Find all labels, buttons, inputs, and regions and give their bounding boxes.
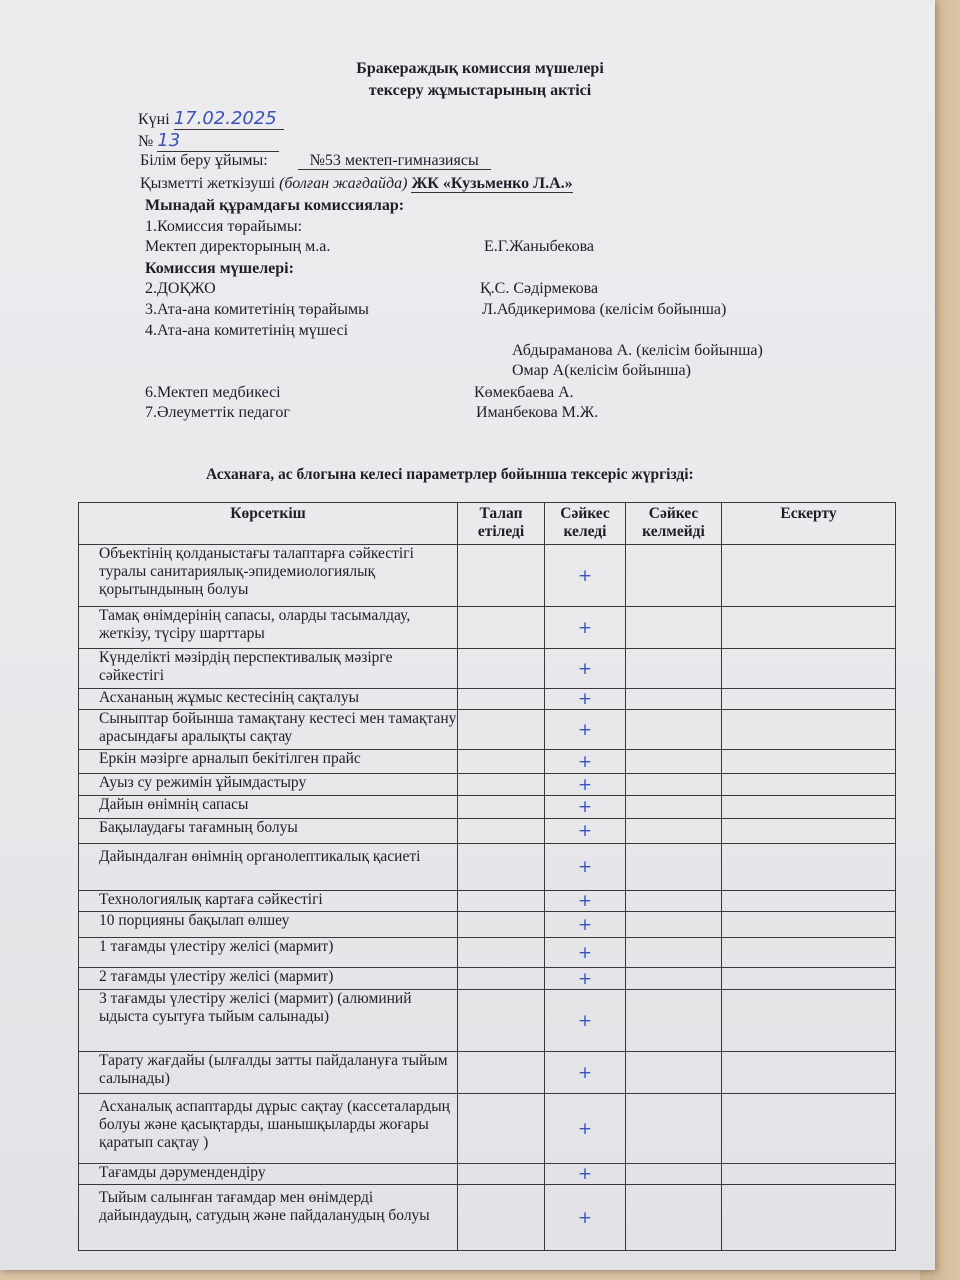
complies-mark: +	[545, 607, 626, 649]
table-row	[79, 1052, 896, 1094]
complies-mark: +	[545, 891, 626, 912]
indicator-cell: Тыйым салынған тағамдар мен өнімдерді дайындаудың, сатудың және пайдаланудың болуы	[79, 1185, 458, 1251]
member-role: 2.ДОҚЖО	[145, 280, 216, 297]
indicator-cell: Асханалық аспаптарды дұрыс сақтау (кассеталардың болуы және қасықтарды, шанышқыларды жоғары қаратып сақтау )	[79, 1094, 458, 1164]
table-row	[79, 796, 896, 819]
table-row	[79, 844, 896, 891]
date-line	[138, 108, 284, 130]
complies-mark: +	[545, 710, 626, 750]
table-row	[79, 1185, 896, 1251]
required-cell	[458, 774, 545, 796]
column-header: Сәйкес келеді	[545, 503, 626, 545]
required-cell	[458, 689, 545, 710]
table-header-row	[79, 503, 896, 545]
required-cell	[458, 750, 545, 774]
not-complies-cell	[626, 1094, 722, 1164]
not-complies-cell	[626, 710, 722, 750]
not-complies-cell	[626, 938, 722, 968]
provider-value: ЖК «Кузьменко Л.А.»	[411, 175, 573, 192]
table-row	[79, 710, 896, 750]
complies-mark: +	[545, 750, 626, 774]
table-row	[79, 1094, 896, 1164]
table-row	[79, 968, 896, 990]
table-row	[79, 649, 896, 689]
date-value: 17.02.2025	[174, 108, 284, 130]
indicator-cell: Тағамды дәрумендендіру	[79, 1164, 458, 1185]
complies-mark: +	[545, 912, 626, 938]
not-complies-cell	[626, 844, 722, 891]
member-name: Көмекбаева А.	[474, 384, 574, 401]
member-role: 7.Әлеуметтік педагог	[145, 404, 290, 421]
not-complies-cell	[626, 1052, 722, 1094]
number-label: №	[138, 133, 154, 150]
commission-heading: Мынадай құрамдағы комиссиялар:	[145, 197, 405, 214]
required-cell	[458, 912, 545, 938]
complies-mark: +	[545, 990, 626, 1052]
not-complies-cell	[626, 968, 722, 990]
not-complies-cell	[626, 990, 722, 1052]
indicator-cell: Ауыз су режимін ұйымдастыру	[79, 774, 458, 796]
not-complies-cell	[626, 1164, 722, 1185]
indicator-cell: Күнделікті мәзірдің перспективалық мәзірге сәйкестігі	[79, 649, 458, 689]
table-row	[79, 607, 896, 649]
note-cell	[722, 689, 896, 710]
not-complies-cell	[626, 649, 722, 689]
complies-mark: +	[545, 774, 626, 796]
note-cell	[722, 990, 896, 1052]
indicator-cell: Бақылаудағы тағамның болуы	[79, 819, 458, 844]
org-label: Білім беру ұйымы:	[140, 152, 268, 169]
provider-label: Қызметті жеткізуші	[140, 175, 276, 192]
not-complies-cell	[626, 912, 722, 938]
note-cell	[722, 1164, 896, 1185]
note-cell	[722, 545, 896, 607]
column-header: Ескерту	[722, 503, 896, 545]
note-cell	[722, 819, 896, 844]
complies-mark: +	[545, 689, 626, 710]
table-row	[79, 938, 896, 968]
org-line	[140, 152, 491, 170]
required-cell	[458, 649, 545, 689]
indicator-cell: Асхананың жұмыс кестесінің сақталуы	[79, 689, 458, 710]
doc-title-line1: Бракераждық комиссия мүшелері	[356, 60, 604, 77]
complies-mark: +	[545, 649, 626, 689]
not-complies-cell	[626, 796, 722, 819]
required-cell	[458, 1094, 545, 1164]
table-row	[79, 891, 896, 912]
table-row	[79, 990, 896, 1052]
not-complies-cell	[626, 819, 722, 844]
required-cell	[458, 1185, 545, 1251]
table-row	[79, 750, 896, 774]
member-name: Иманбекова М.Ж.	[476, 404, 599, 421]
required-cell	[458, 968, 545, 990]
table-row	[79, 545, 896, 607]
complies-mark: +	[545, 819, 626, 844]
required-cell	[458, 607, 545, 649]
complies-mark: +	[545, 545, 626, 607]
member-name: Абдыраманова А. (келісім бойынша)	[512, 342, 763, 359]
complies-mark: +	[545, 968, 626, 990]
date-label: Күні	[138, 111, 170, 128]
not-complies-cell	[626, 1185, 722, 1251]
note-cell	[722, 750, 896, 774]
table-row	[79, 1164, 896, 1185]
complies-mark: +	[545, 796, 626, 819]
table-row	[79, 689, 896, 710]
indicator-cell: 1 тағамды үлестіру желісі (мармит)	[79, 938, 458, 968]
complies-mark: +	[545, 1094, 626, 1164]
chair-role: Мектеп директорының м.а.	[145, 238, 331, 255]
number-value: 13	[157, 130, 279, 152]
table-row	[79, 912, 896, 938]
not-complies-cell	[626, 774, 722, 796]
provider-note: (болған жағдайда)	[279, 175, 408, 192]
note-cell	[722, 912, 896, 938]
chair-name: Е.Г.Жаныбекова	[484, 238, 595, 255]
member-name: Омар А(келісім бойынша)	[512, 362, 691, 379]
indicator-cell: Дайын өнімнің сапасы	[79, 796, 458, 819]
column-header: Талап етіледі	[458, 503, 545, 545]
member-name: Л.Абдикеримова (келісім бойынша)	[482, 301, 727, 318]
note-cell	[722, 607, 896, 649]
note-cell	[722, 968, 896, 990]
note-cell	[722, 649, 896, 689]
complies-mark: +	[545, 1185, 626, 1251]
note-cell	[722, 796, 896, 819]
complies-mark: +	[545, 1052, 626, 1094]
column-header: Көрсеткіш	[79, 503, 458, 545]
not-complies-cell	[626, 891, 722, 912]
member-role: 6.Мектеп медбикесі	[145, 384, 281, 401]
column-header: Сәйкес келмейді	[626, 503, 722, 545]
complies-mark: +	[545, 1164, 626, 1185]
required-cell	[458, 1052, 545, 1094]
chair-heading: 1.Комиссия төрайымы:	[145, 218, 303, 235]
required-cell	[458, 1164, 545, 1185]
required-cell	[458, 796, 545, 819]
required-cell	[458, 938, 545, 968]
note-cell	[722, 1185, 896, 1251]
indicator-cell: Тарату жағдайы (ылғалды затты пайдалануға тыйым салынады)	[79, 1052, 458, 1094]
required-cell	[458, 545, 545, 607]
table-row	[79, 819, 896, 844]
note-cell	[722, 1094, 896, 1164]
indicator-cell: Тамақ өнімдерінің сапасы, оларды тасымалдау, жеткізу, түсіру шарттары	[79, 607, 458, 649]
member-role: 4.Ата-ана комитетінің мүшесі	[145, 322, 349, 339]
not-complies-cell	[626, 607, 722, 649]
provider-line	[140, 175, 573, 193]
required-cell	[458, 844, 545, 891]
not-complies-cell	[626, 750, 722, 774]
indicator-cell: 3 тағамды үлестіру желісі (мармит) (алюминий ыдыста суытуға тыйым салынады)	[79, 990, 458, 1052]
indicator-cell: Объектінің қолданыстағы талаптарға сәйкестігі туралы санитариялық-эпидемиологиялық қорытындының болуы	[79, 545, 458, 607]
note-cell	[722, 710, 896, 750]
not-complies-cell	[626, 545, 722, 607]
indicator-cell: Технологиялық картаға сәйкестігі	[79, 891, 458, 912]
indicator-cell: Сыныптар бойынша тамақтану кестесі мен тамақтану арасындағы аралықты сақтау	[79, 710, 458, 750]
required-cell	[458, 891, 545, 912]
members-heading: Комиссия мүшелері:	[145, 260, 294, 277]
note-cell	[722, 844, 896, 891]
member-role: 3.Ата-ана комитетінің төрайымы	[145, 301, 369, 318]
indicator-cell: 10 порцияны бақылап өлшеу	[79, 912, 458, 938]
member-name: Қ.С. Сәдірмекова	[480, 280, 599, 297]
table-row	[79, 774, 896, 796]
not-complies-cell	[626, 689, 722, 710]
number-line	[138, 130, 279, 152]
indicator-cell: Дайындалған өнімнің органолептикалық қасиеті	[79, 844, 458, 891]
inspection-table	[78, 502, 896, 1251]
complies-mark: +	[545, 938, 626, 968]
complies-mark: +	[545, 844, 626, 891]
required-cell	[458, 819, 545, 844]
indicator-cell: Еркін мәзірге арналып бекітілген прайс	[79, 750, 458, 774]
table-intro: Асханаға, ас блогына келесі параметрлер бойынша тексеріс жүргізді:	[206, 466, 694, 483]
required-cell	[458, 710, 545, 750]
org-value: №53 мектеп-гимназиясы	[298, 152, 491, 170]
note-cell	[722, 1052, 896, 1094]
required-cell	[458, 990, 545, 1052]
note-cell	[722, 774, 896, 796]
note-cell	[722, 891, 896, 912]
indicator-cell: 2 тағамды үлестіру желісі (мармит)	[79, 968, 458, 990]
doc-title-line2: тексеру жұмыстарының актісі	[368, 82, 592, 99]
note-cell	[722, 938, 896, 968]
